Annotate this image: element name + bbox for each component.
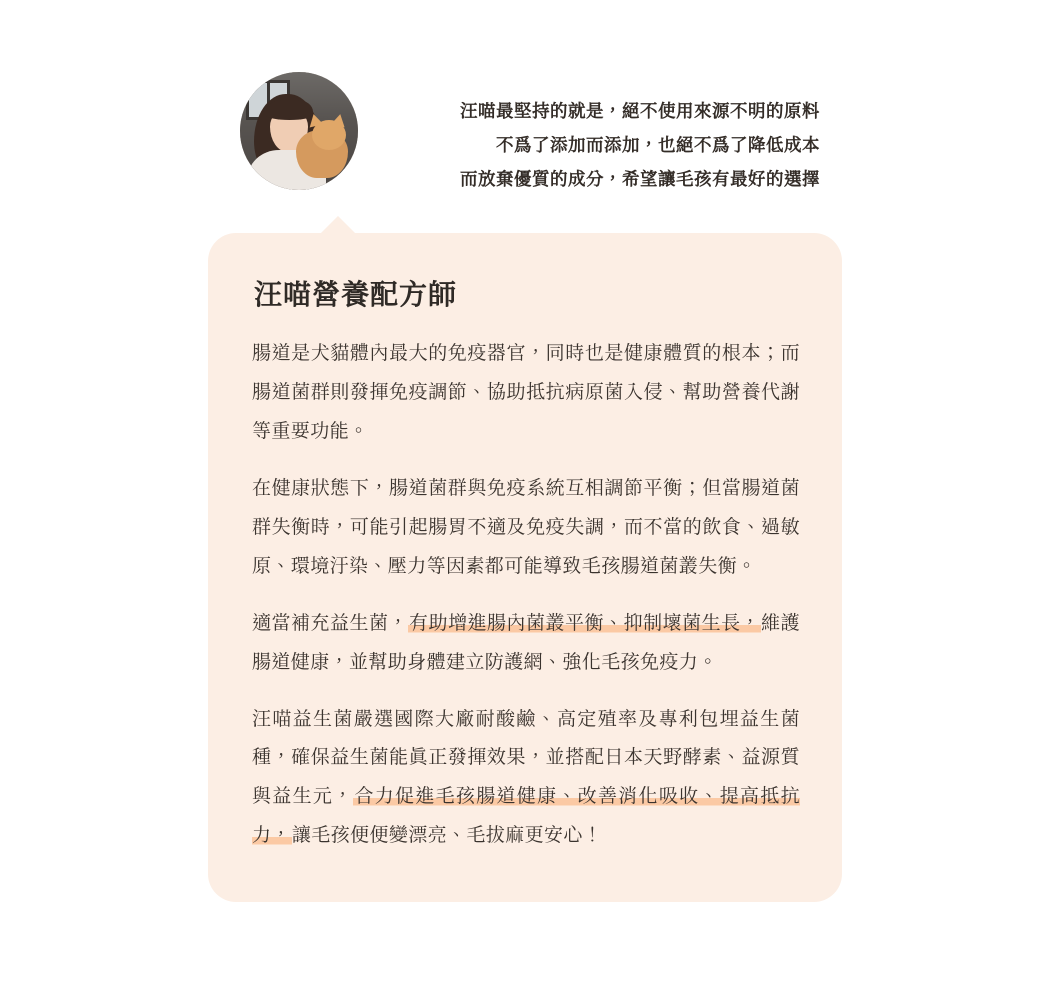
paragraph-1 — [252, 335, 800, 452]
body-text: 適當補充益生菌， — [252, 612, 409, 634]
paragraph-2 — [252, 470, 800, 587]
quote-line-2: 不爲了添加而添加，也絕不爲了降低成本 — [496, 135, 820, 156]
nutritionist-card — [208, 233, 842, 902]
body-text: 讓毛孩便便變漂亮、毛拔麻更安心！ — [291, 825, 603, 847]
quote-line-3: 而放棄優質的成分，希望讓毛孩有最好的選擇 — [460, 169, 820, 190]
quote-text — [384, 72, 820, 196]
body-text: 在健康狀態下，腸道菌群與免疫系統互相調節平衡；但當腸道菌群失衡時，可能引起腸胃不適及免疫失調，而不當的飲食、過敏原、環境汙染、壓力等因素都可能導致毛孩腸道菌叢失衡。 — [252, 477, 800, 577]
nutritionist-quote-block — [240, 72, 820, 196]
highlighted-text: 有助增進腸內菌叢平衡、抑制壞菌生長， — [409, 612, 761, 634]
body-text: 汪喵益生菌嚴選國際大廠耐酸鹼、高定殖率及專利包埋益生菌種，確保益生菌能眞正發揮效果，並搭配日本天野酵素、益源質與益生元， — [252, 708, 800, 808]
fringe-shape — [266, 100, 313, 120]
body-text: 腸道是犬貓體內最大的免疫器官，同時也是健康體質的根本；而腸道菌群則發揮免疫調節、協助抵抗病原菌入侵、幫助營養代謝等重要功能。 — [252, 343, 800, 442]
highlighted-text: 合力促進毛孩腸道健康、改善消化吸收、提高抵抗力， — [252, 786, 800, 847]
cat-ear-right-icon — [331, 113, 347, 128]
quote-line-1: 汪喵最堅持的就是，絕不使用來源不明的原料 — [460, 101, 820, 121]
avatar — [240, 72, 358, 190]
paragraph-4 — [252, 701, 800, 857]
paragraph-3 — [252, 605, 800, 683]
body-text: 維護腸道健康，並幫助身體建立防護網、強化毛孩免疫力。 — [252, 612, 800, 673]
card-title: 汪喵營養配方師 — [254, 279, 458, 310]
